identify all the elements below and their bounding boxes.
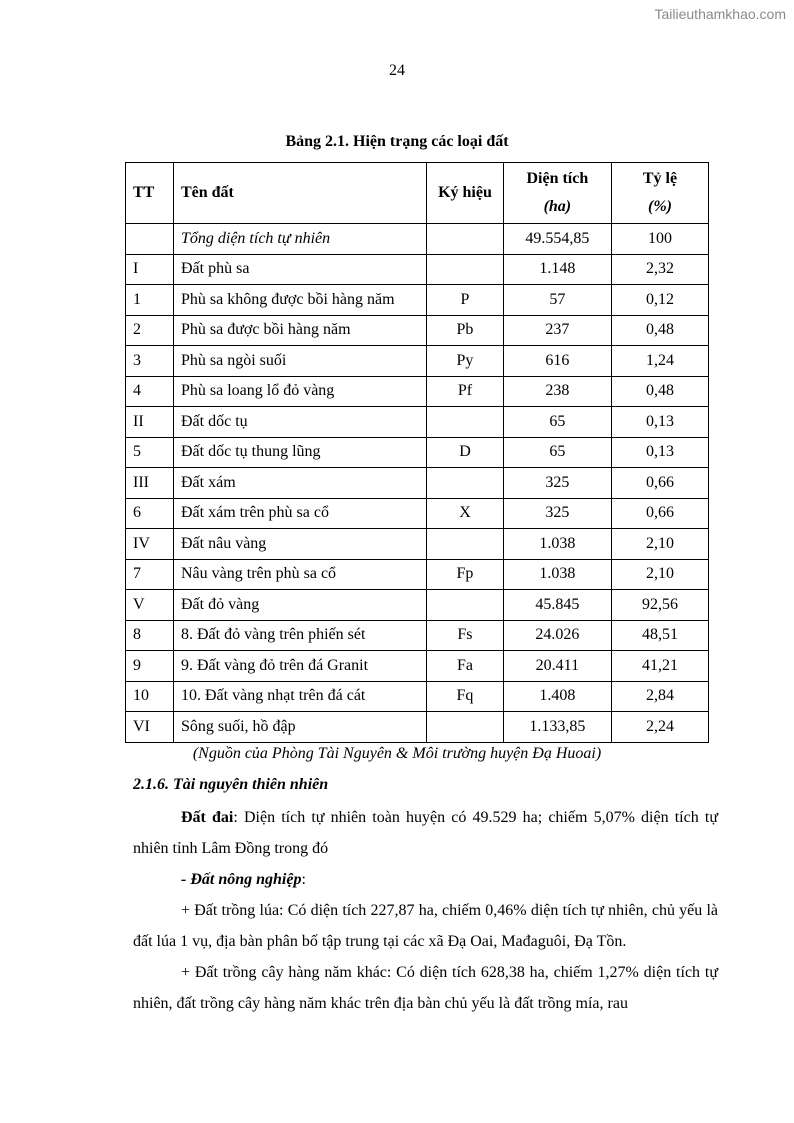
cell-area: 20.411 <box>503 651 611 682</box>
cell-name: Đất nâu vàng <box>173 529 426 560</box>
cell-area: 1.038 <box>503 529 611 560</box>
cell-code: Pb <box>427 315 504 346</box>
cell-tt: III <box>126 468 174 499</box>
cell-area: 24.026 <box>503 620 611 651</box>
cell-name: 8. Đất đỏ vàng trên phiến sét <box>173 620 426 651</box>
cell-pct: 2,10 <box>611 559 708 590</box>
header-area <box>503 163 611 224</box>
cell-pct: 48,51 <box>611 620 708 651</box>
paragraph-land-text: : Diện tích tự nhiên toàn huyện có 49.529 ha; chiếm 5,07% diện tích tự nhiên tỉnh Lâm Đồng trong đó <box>133 809 718 857</box>
header-pct-label: Tỷ lệ <box>642 170 678 187</box>
cell-tt: VI <box>126 712 174 743</box>
paragraph-rice-land: + Đất trồng lúa: Có diện tích 227,87 ha, chiếm 0,46% diện tích tự nhiên, chủ yếu là đất lúa 1 vụ, địa bàn phân bố tập trung tại các xã Đạ Oai, Mađaguôi, Đạ Tồn. <box>133 902 718 950</box>
cell-name: 9. Đất vàng đỏ trên đá Granit <box>173 651 426 682</box>
cell-pct: 0,12 <box>611 285 708 316</box>
cell-tt: 5 <box>126 437 174 468</box>
table-row <box>126 315 709 346</box>
cell-name: Sông suối, hồ đập <box>173 712 426 743</box>
cell-pct: 2,24 <box>611 712 708 743</box>
cell-pct: 92,56 <box>611 590 708 621</box>
cell-tt: 2 <box>126 315 174 346</box>
cell-tt: 7 <box>126 559 174 590</box>
table-row <box>126 224 709 255</box>
cell-code: Fq <box>427 681 504 712</box>
cell-area: 57 <box>503 285 611 316</box>
cell-area: 325 <box>503 498 611 529</box>
cell-name: Đất xám trên phù sa cổ <box>173 498 426 529</box>
cell-name: Đất dốc tụ thung lũng <box>173 437 426 468</box>
cell-tt: 9 <box>126 651 174 682</box>
paragraph-land <box>133 802 718 864</box>
cell-area: 616 <box>503 346 611 377</box>
cell-name: Đất phù sa <box>173 254 426 285</box>
cell-pct: 2,84 <box>611 681 708 712</box>
cell-code <box>427 590 504 621</box>
table-row <box>126 468 709 499</box>
table-row <box>126 651 709 682</box>
table-row <box>126 437 709 468</box>
cell-pct: 0,48 <box>611 315 708 346</box>
cell-code: Pf <box>427 376 504 407</box>
cell-code <box>427 224 504 255</box>
cell-tt: V <box>126 590 174 621</box>
cell-name: Đất dốc tụ <box>173 407 426 438</box>
cell-code: Fa <box>427 651 504 682</box>
cell-pct: 0,13 <box>611 407 708 438</box>
cell-name: Nâu vàng trên phù sa cổ <box>173 559 426 590</box>
cell-name: Tổng diện tích tự nhiên <box>173 224 426 255</box>
cell-code: Py <box>427 346 504 377</box>
cell-code: X <box>427 498 504 529</box>
table-body <box>126 224 709 743</box>
header-pct <box>611 163 708 224</box>
agri-label: Đất nông nghiệp <box>190 871 302 888</box>
header-code: Ký hiệu <box>427 163 504 224</box>
table-row <box>126 285 709 316</box>
cell-area: 65 <box>503 437 611 468</box>
cell-area: 238 <box>503 376 611 407</box>
agri-suffix: : <box>301 871 306 888</box>
table-row <box>126 346 709 377</box>
cell-area: 1.408 <box>503 681 611 712</box>
cell-name: Phù sa được bồi hàng năm <box>173 315 426 346</box>
cell-tt: 6 <box>126 498 174 529</box>
table-row <box>126 254 709 285</box>
cell-area: 237 <box>503 315 611 346</box>
cell-name: Đất xám <box>173 468 426 499</box>
agri-prefix: - <box>181 871 191 888</box>
header-name: Tên đất <box>173 163 426 224</box>
cell-pct: 0,13 <box>611 437 708 468</box>
body-text <box>133 802 718 1019</box>
cell-code: Fs <box>427 620 504 651</box>
cell-tt: 10 <box>126 681 174 712</box>
paragraph-agri-land <box>133 864 718 895</box>
cell-area: 1.038 <box>503 559 611 590</box>
header-pct-unit: (%) <box>647 198 672 215</box>
cell-code <box>427 468 504 499</box>
cell-tt: 4 <box>126 376 174 407</box>
cell-pct: 0,66 <box>611 498 708 529</box>
cell-pct: 0,66 <box>611 468 708 499</box>
section-heading: 2.1.6. Tài nguyên thiên nhiên <box>133 776 329 793</box>
cell-pct: 0,48 <box>611 376 708 407</box>
table-row <box>126 559 709 590</box>
watermark: Tailieuthamkhao.com <box>654 6 786 22</box>
table-row <box>126 620 709 651</box>
cell-area: 1.133,85 <box>503 712 611 743</box>
table-row <box>126 376 709 407</box>
cell-code: P <box>427 285 504 316</box>
table-title: Bảng 2.1. Hiện trạng các loại đất <box>285 133 509 150</box>
table-row <box>126 498 709 529</box>
paragraph-annual-crops: + Đất trồng cây hàng năm khác: Có diện tích 628,38 ha, chiếm 1,27% diện tích tự nhiên, đất trồng cây hàng năm khác trên địa bàn chủ yếu là đất trồng mía, rau <box>133 964 718 1012</box>
cell-tt: 3 <box>126 346 174 377</box>
table-row <box>126 712 709 743</box>
cell-area: 1.148 <box>503 254 611 285</box>
table-row <box>126 590 709 621</box>
paragraph-land-label: Đất đai <box>181 809 234 826</box>
table-source-note: (Nguồn của Phòng Tài Nguyên & Môi trường huyện Đạ Huoai) <box>192 745 602 762</box>
cell-code: Fp <box>427 559 504 590</box>
land-status-table <box>125 162 709 743</box>
header-tt: TT <box>126 163 174 224</box>
cell-tt: I <box>126 254 174 285</box>
cell-tt: 8 <box>126 620 174 651</box>
cell-pct: 2,10 <box>611 529 708 560</box>
cell-name: Phù sa ngòi suối <box>173 346 426 377</box>
cell-area: 49.554,85 <box>503 224 611 255</box>
table-header-row <box>126 163 709 224</box>
cell-name: Phù sa không được bồi hàng năm <box>173 285 426 316</box>
table-row <box>126 529 709 560</box>
cell-area: 325 <box>503 468 611 499</box>
cell-code <box>427 254 504 285</box>
cell-area: 65 <box>503 407 611 438</box>
header-area-unit: (ha) <box>543 198 572 215</box>
cell-code <box>427 529 504 560</box>
cell-tt: 1 <box>126 285 174 316</box>
cell-tt <box>126 224 174 255</box>
cell-area: 45.845 <box>503 590 611 621</box>
cell-name: Phù sa loang lổ đỏ vàng <box>173 376 426 407</box>
cell-name: Đất đỏ vàng <box>173 590 426 621</box>
cell-tt: II <box>126 407 174 438</box>
cell-pct: 1,24 <box>611 346 708 377</box>
table-row <box>126 681 709 712</box>
cell-tt: IV <box>126 529 174 560</box>
cell-pct: 41,21 <box>611 651 708 682</box>
page-number: 24 <box>389 62 405 79</box>
cell-pct: 100 <box>611 224 708 255</box>
cell-pct: 2,32 <box>611 254 708 285</box>
cell-code <box>427 712 504 743</box>
cell-code <box>427 407 504 438</box>
table-row <box>126 407 709 438</box>
header-area-label: Diện tích <box>526 170 589 187</box>
cell-name: 10. Đất vàng nhạt trên đá cát <box>173 681 426 712</box>
cell-code: D <box>427 437 504 468</box>
